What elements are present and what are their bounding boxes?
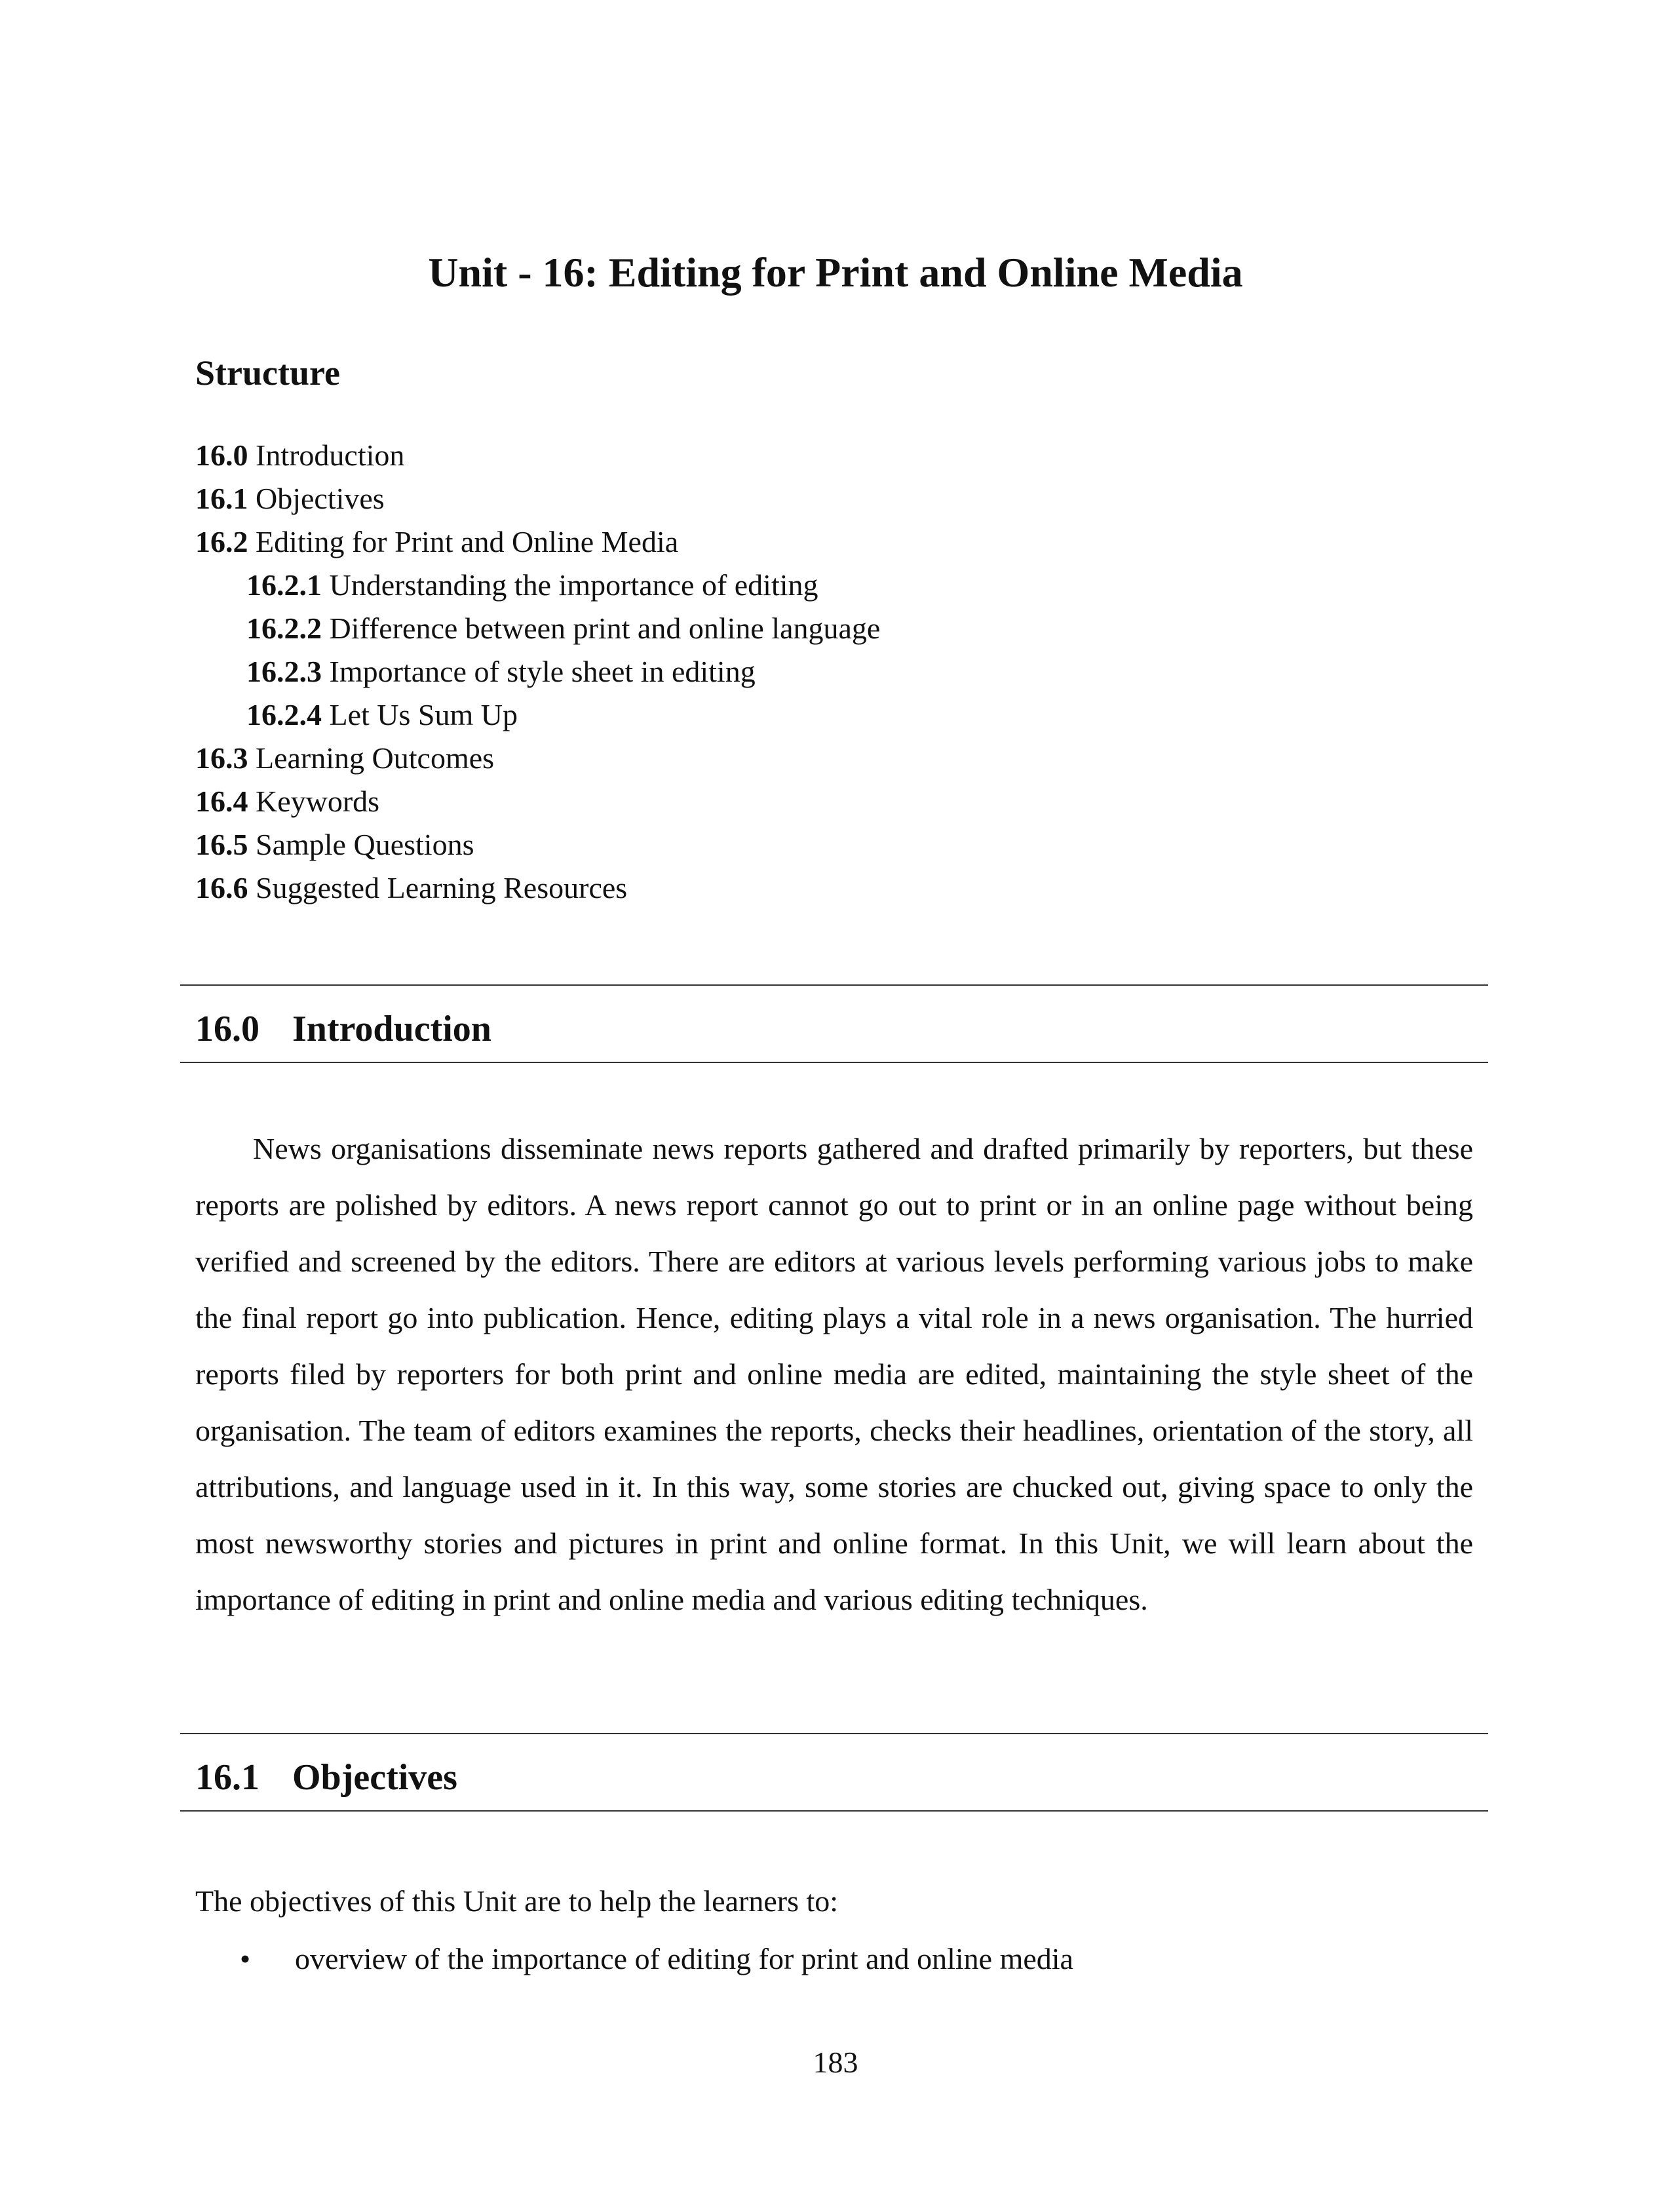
structure-item-label: Understanding the importance of editing: [329, 568, 818, 602]
objectives-lead: The objectives of this Unit are to help the learners to:: [195, 1884, 839, 1918]
page-number: 183: [813, 2046, 858, 2079]
structure-item-label: Difference between print and online language: [329, 611, 881, 645]
structure-item: [195, 607, 880, 650]
structure-item-number: 16.2.1: [246, 568, 322, 602]
structure-item-number: 16.0: [195, 438, 248, 472]
structure-item-number: 16.2.3: [246, 655, 322, 688]
structure-item-number: 16.2.2: [246, 611, 322, 645]
structure-item-number: 16.6: [195, 871, 248, 904]
structure-item-number: 16.3: [195, 741, 248, 775]
structure-item-label: Objectives: [256, 482, 385, 515]
structure-item: [195, 866, 880, 910]
section-rule-bottom: [180, 1062, 1488, 1063]
structure-item-label: Editing for Print and Online Media: [256, 525, 679, 558]
structure-item-label: Suggested Learning Resources: [256, 871, 628, 904]
structure-item: [195, 477, 880, 520]
structure-item-number: 16.1: [195, 482, 248, 515]
section-title: Objectives: [292, 1757, 457, 1798]
structure-item: [195, 434, 880, 477]
structure-item-label: Sample Questions: [256, 828, 474, 861]
section-number: 16.1: [195, 1757, 259, 1798]
structure-item: [195, 650, 880, 693]
section-heading-introduction: [195, 1008, 491, 1050]
structure-item-label: Keywords: [256, 785, 380, 818]
bullet-icon: •: [240, 1942, 251, 1975]
section-heading-objectives: [195, 1756, 457, 1798]
structure-item-number: 16.5: [195, 828, 248, 861]
structure-item-label: Let Us Sum Up: [329, 698, 518, 731]
structure-item-number: 16.2.4: [246, 698, 322, 731]
section-rule-top: [180, 984, 1488, 986]
section-number: 16.0: [195, 1009, 259, 1049]
objectives-bullet-item: [240, 1937, 1073, 1981]
structure-item: [195, 520, 880, 564]
structure-item-label: Learning Outcomes: [256, 741, 495, 775]
structure-heading: Structure: [195, 353, 340, 393]
section-rule-top: [180, 1733, 1488, 1734]
structure-item-label: Introduction: [256, 438, 405, 472]
structure-item: [195, 564, 880, 607]
bullet-text: overview of the importance of editing for print and online media: [295, 1942, 1073, 1975]
structure-list: [195, 434, 880, 910]
structure-item-label: Importance of style sheet in editing: [329, 655, 756, 688]
introduction-paragraph: News organisations disseminate news reports gathered and drafted primarily by reporters, but these reports are polished by editors. A news report cannot go out to print or in an online page without being verified and screened by the editors. There are editors at various levels performing various jobs to make the final report go into publication. Hence, editing plays a vital role in a news organisation. The hurried reports filed by reporters for both print and online media are edited, maintaining the style sheet of the organisation. The team of editors examines the reports, checks their headlines, orientation of the story, all attributions, and language used in it. In this way, some stories are chucked out, giving space to only the most newsworthy stories and pictures in print and online format. In this Unit, we will learn about the importance of editing in print and online media and various editing techniques.: [195, 1132, 1473, 1616]
structure-item-number: 16.2: [195, 525, 248, 558]
page-title: Unit - 16: Editing for Print and Online Media: [428, 249, 1243, 296]
section-title: Introduction: [292, 1009, 491, 1049]
structure-item: [195, 823, 880, 866]
structure-item: [195, 693, 880, 737]
section-rule-bottom: [180, 1810, 1488, 1812]
structure-item-number: 16.4: [195, 785, 248, 818]
structure-item: [195, 737, 880, 780]
structure-item: [195, 780, 880, 823]
